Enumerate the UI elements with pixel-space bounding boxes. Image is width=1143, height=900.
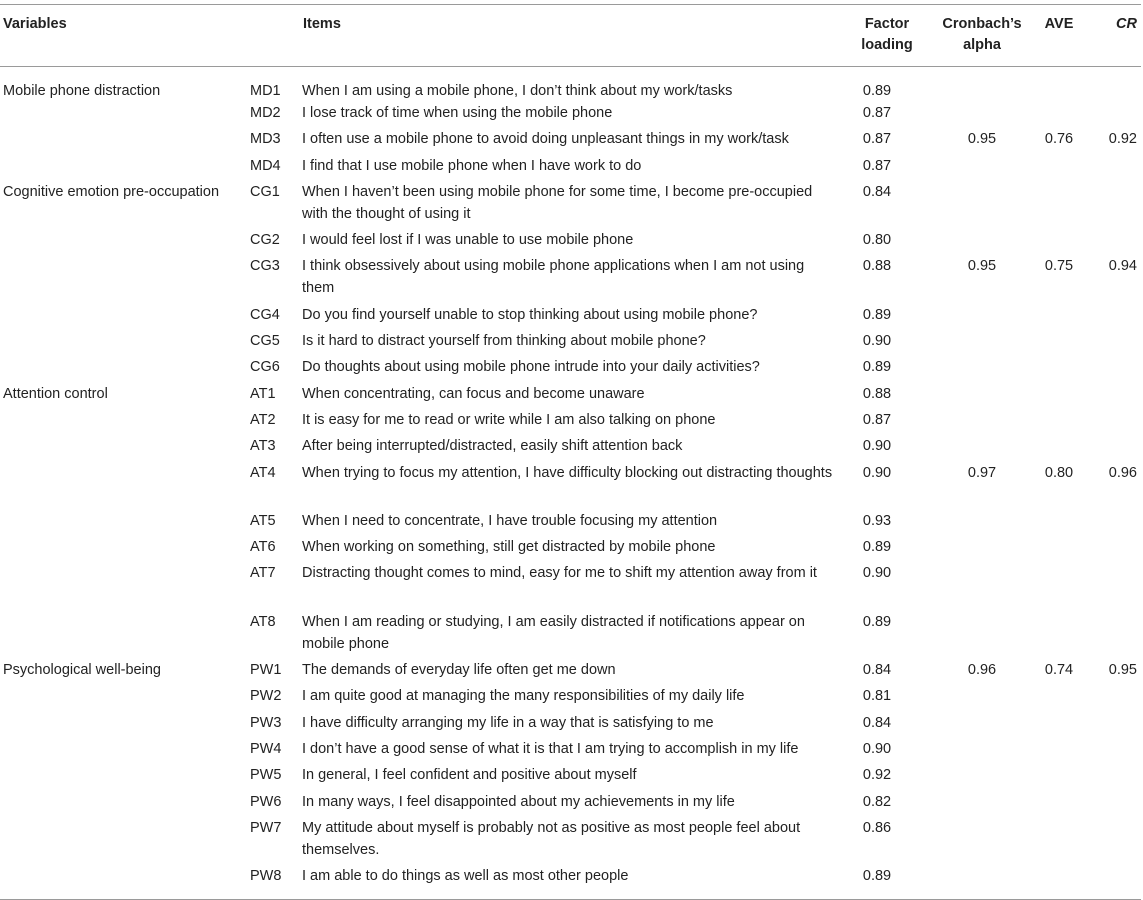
factor-loading: 0.80 [862,232,892,249]
table-row [0,764,1141,790]
item-text: I am quite good at managing the many responsibilities of my daily life [302,688,745,705]
item-text: When I need to concentrate, I have trouble focusing my attention [302,512,718,529]
variable-name [0,462,248,510]
item-text: Do thoughts about using mobile phone intrude into your daily activities? [302,359,760,376]
item-text: I often use a mobile phone to avoid doing unpleasant things in my work/task [302,131,789,148]
factor-loading: 0.89 [862,613,892,630]
item-text: I would feel lost if I was unable to use mobile phone [302,232,634,249]
table-row [0,67,1141,103]
ave-value [1032,611,1086,659]
cr-value [1086,102,1141,128]
ave-value [1032,67,1086,103]
table-row [0,229,1141,255]
header-code [248,5,300,67]
variable-name [0,128,248,154]
cr-value: 0.96 [1108,464,1137,481]
table-row [0,462,1141,510]
item-code: AT6 [250,539,276,556]
item-text: When I am reading or studying, I am easily distracted if notifications appear on mobile phone [302,613,805,652]
cronbach-alpha [932,562,1032,610]
item-code: PW6 [250,793,282,810]
variable-name [0,409,248,435]
ave-value [1032,102,1086,128]
item-text: After being interrupted/distracted, easily shift attention back [302,438,683,455]
table-row [0,255,1141,303]
item-code: CG4 [250,306,280,323]
factor-loading: 0.89 [862,868,892,885]
item-text: I lose track of time when using the mobile phone [302,105,613,121]
ave-value [1032,435,1086,461]
variable-name [0,817,248,865]
cronbach-alpha [932,536,1032,562]
factor-loading: 0.90 [862,565,892,582]
ave-value [1032,229,1086,255]
table-row [0,562,1141,610]
ave-value: 0.75 [1044,258,1074,275]
ave-value [1032,409,1086,435]
factor-loading: 0.90 [862,333,892,350]
cronbach-alpha [932,738,1032,764]
factor-loading: 0.84 [862,662,892,679]
item-code: PW7 [250,819,282,836]
item-code: AT3 [250,438,276,455]
ave-value [1032,738,1086,764]
item-code: PW1 [250,662,282,679]
variable-name [0,738,248,764]
variable-name [0,536,248,562]
cr-value: 0.95 [1108,662,1137,679]
item-text: It is easy for me to read or write while I am also talking on phone [302,411,716,428]
variable-name [0,330,248,356]
factor-loading: 0.87 [862,411,892,428]
factor-loading: 0.89 [862,359,892,376]
item-code: CG6 [250,359,280,376]
cr-value [1086,330,1141,356]
table-row [0,330,1141,356]
ave-value [1032,865,1086,900]
table-row [0,102,1141,128]
cr-value [1086,435,1141,461]
cronbach-alpha [932,865,1032,900]
item-text: My attitude about myself is probably not as positive as most people feel about themselves. [302,819,801,858]
header-factor-loading: Factor loading [842,5,932,67]
factor-loading: 0.89 [862,539,892,556]
item-text: In many ways, I feel disappointed about my achievements in my life [302,793,735,810]
factor-loading: 0.90 [862,464,892,481]
ave-value [1032,356,1086,382]
ave-value: 0.74 [1044,662,1074,679]
item-text: Is it hard to distract yourself from thinking about mobile phone? [302,333,706,350]
ave-value [1032,155,1086,181]
table-row [0,383,1141,409]
factor-loading: 0.84 [862,183,892,200]
factor-loading: 0.87 [862,131,892,148]
cr-value [1086,155,1141,181]
cronbach-alpha [932,102,1032,128]
table-row [0,356,1141,382]
table-row [0,685,1141,711]
table-row [0,510,1141,536]
ave-value [1032,536,1086,562]
cronbach-alpha [932,791,1032,817]
cr-value [1086,383,1141,409]
table-header [0,5,1141,67]
variable-name: Psychological well-being [3,662,161,679]
table-body [0,67,1141,900]
cr-value [1086,356,1141,382]
variable-name [0,791,248,817]
item-code: AT8 [250,613,276,630]
item-code: AT5 [250,512,276,529]
table-row [0,712,1141,738]
item-code: CG1 [250,183,280,200]
cr-value [1086,67,1141,103]
item-text: When concentrating, can focus and become unaware [302,385,645,402]
table-row [0,536,1141,562]
item-text: The demands of everyday life often get me down [302,662,616,679]
cronbach-alpha [932,510,1032,536]
item-code: MD1 [250,83,281,99]
variable-name: Mobile phone distraction [3,83,161,99]
factor-loading: 0.81 [862,688,892,705]
factor-loading: 0.87 [862,105,892,121]
variable-name [0,685,248,711]
item-code: PW3 [250,714,282,731]
factor-loading: 0.82 [862,793,892,810]
variable-name [0,865,248,900]
cr-value [1086,738,1141,764]
factor-loading: 0.86 [862,819,892,836]
cronbach-alpha [932,435,1032,461]
ave-value: 0.76 [1044,131,1074,148]
cr-value [1086,510,1141,536]
item-code: CG5 [250,333,280,350]
table-row [0,155,1141,181]
cr-value [1086,409,1141,435]
item-text: When trying to focus my attention, I have difficulty blocking out distracting thoughts [302,464,833,481]
ave-value [1032,510,1086,536]
cronbach-alpha [932,67,1032,103]
cr-value [1086,865,1141,900]
cronbach-alpha: 0.95 [967,131,997,148]
item-text: Do you find yourself unable to stop thinking about using mobile phone? [302,306,758,323]
item-code: AT1 [250,385,276,402]
variable-name [0,255,248,303]
variable-name: Attention control [3,385,108,402]
item-code: PW8 [250,868,282,885]
item-text: I have difficulty arranging my life in a way that is satisfying to me [302,714,714,731]
item-text: In general, I feel confident and positive about myself [302,767,637,784]
cronbach-alpha [932,356,1032,382]
cr-value [1086,817,1141,865]
variable-name [0,764,248,790]
item-text: When working on something, still get distracted by mobile phone [302,539,716,556]
header-cr: CR [1086,5,1141,67]
variable-name [0,304,248,330]
item-text: I think obsessively about using mobile phone applications when I am not using them [302,258,805,297]
table-row [0,738,1141,764]
ave-value [1032,304,1086,330]
ave-value [1032,330,1086,356]
cronbach-alpha [932,611,1032,659]
cronbach-alpha [932,330,1032,356]
cr-value [1086,685,1141,711]
cronbach-alpha [932,229,1032,255]
factor-loading: 0.88 [862,258,892,275]
variable-name: Cognitive emotion pre-occupation [3,183,220,200]
cronbach-alpha: 0.97 [967,464,997,481]
header-cronbach-alpha: Cronbach’s alpha [932,5,1032,67]
cr-value [1086,304,1141,330]
item-text: When I haven’t been using mobile phone for some time, I become pre-occupied with the thought of using it [302,183,813,222]
cronbach-alpha [932,685,1032,711]
item-code: PW2 [250,688,282,705]
cr-value [1086,611,1141,659]
cronbach-alpha [932,712,1032,738]
factor-loading: 0.90 [862,740,892,757]
header-variables: Variables [0,5,248,67]
variable-name [0,510,248,536]
cr-value: 0.94 [1108,258,1137,275]
variable-name [0,435,248,461]
variable-name [0,356,248,382]
factor-loading: 0.87 [862,157,892,174]
cr-value [1086,562,1141,610]
table-row [0,611,1141,659]
cronbach-alpha: 0.96 [967,662,997,679]
header-ave: AVE [1032,5,1086,67]
cronbach-alpha: 0.95 [967,258,997,275]
item-code: MD3 [250,131,281,148]
cronbach-alpha [932,304,1032,330]
table-row [0,409,1141,435]
ave-value [1032,764,1086,790]
cr-value [1086,712,1141,738]
table-row [0,865,1141,900]
ave-value [1032,685,1086,711]
cr-value [1086,229,1141,255]
variable-name [0,611,248,659]
variable-name [0,712,248,738]
item-code: AT7 [250,565,276,582]
cronbach-alpha [932,155,1032,181]
item-code: MD2 [250,105,281,121]
cr-value [1086,791,1141,817]
table-row [0,791,1141,817]
cronbach-alpha [932,409,1032,435]
measurement-table [0,4,1141,900]
item-code: AT4 [250,464,276,481]
variable-name [0,155,248,181]
table-row [0,128,1141,154]
cronbach-alpha [932,181,1032,229]
table-row [0,304,1141,330]
table-row [0,659,1141,685]
item-code: PW5 [250,767,282,784]
cr-value: 0.92 [1108,131,1137,148]
ave-value: 0.80 [1044,464,1074,481]
factor-loading: 0.88 [862,385,892,402]
table-row [0,817,1141,865]
ave-value [1032,817,1086,865]
ave-value [1032,383,1086,409]
factor-loading: 0.93 [862,512,892,529]
item-code: PW4 [250,740,282,757]
item-text: Distracting thought comes to mind, easy for me to shift my attention away from it [302,565,817,582]
factor-loading: 0.89 [862,306,892,323]
ave-value [1032,181,1086,229]
cronbach-alpha [932,817,1032,865]
item-text: When I am using a mobile phone, I don’t think about my work/tasks [302,83,733,99]
variable-name [0,562,248,610]
factor-loading: 0.89 [862,83,892,99]
factor-loading: 0.90 [862,438,892,455]
item-text: I find that I use mobile phone when I have work to do [302,157,642,174]
item-text: I don’t have a good sense of what it is that I am trying to accomplish in my life [302,740,799,757]
variable-name [0,229,248,255]
item-code: CG2 [250,232,280,249]
cronbach-alpha [932,383,1032,409]
factor-loading: 0.84 [862,714,892,731]
cr-value [1086,181,1141,229]
table-row [0,435,1141,461]
header-items: Items [300,5,842,67]
factor-loading: 0.92 [862,767,892,784]
item-code: AT2 [250,411,276,428]
item-code: MD4 [250,157,281,174]
item-text: I am able to do things as well as most other people [302,868,629,885]
ave-value [1032,562,1086,610]
cronbach-alpha [932,764,1032,790]
ave-value [1032,712,1086,738]
variable-name [0,102,248,128]
item-code: CG3 [250,258,280,275]
cr-value [1086,536,1141,562]
ave-value [1032,791,1086,817]
table-row [0,181,1141,229]
cr-value [1086,764,1141,790]
